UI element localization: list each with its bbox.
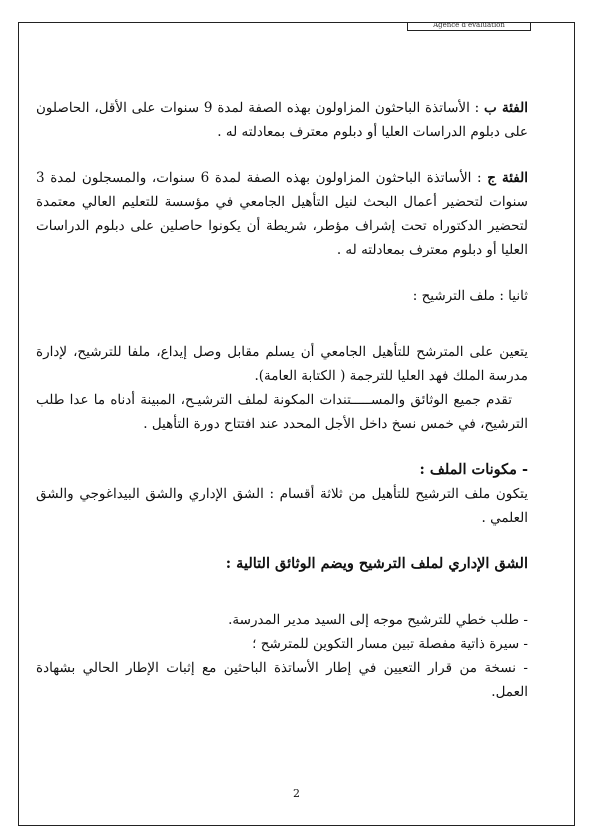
category-b-label: الفئة ب: [484, 100, 528, 116]
category-b-text: : الأساتذة الباحثون المزاولون بهذه الصفة لمدة 9 سنوات على الأقل، الحاصلون على دبلوم الدراسات العليا أو دبلوم معترف بمعادلته له .: [36, 100, 528, 140]
section-two-paragraph-2: تقدم جميع الوثائق والمســـــتندات المكونة لملف الترشيـح، المبينة أدناه ما عدا طلب الترشيح، في خمس نسخ داخل الأجل المحدد عند افتتاح دورة التأهيل .: [36, 392, 528, 432]
components-heading: - مكونات الملف :: [419, 461, 528, 478]
document-body: [36, 96, 528, 704]
section-two-paragraph-1: يتعين على المترشح للتأهيل الجامعي أن يسلم مقابل وصل إيداع، ملفا للترشيح، لإدارة مدرسة الملك فهد العليا للترجمة ( الكتابة العامة).: [36, 344, 528, 384]
header-tab: Agence d'évaluation: [407, 22, 531, 31]
list-item: - سيرة ذاتية مفصلة تبين مسار التكوين للمترشح ؛: [252, 636, 528, 652]
admin-documents-list: [36, 608, 528, 704]
category-c-text: : الأساتذة الباحثون المزاولون بهذه الصفة لمدة 6 سنوات، والمسجلون لمدة 3 سنوات لتحضير أعمال البحث لنيل التأهيل الجامعي في مؤسسة للتعليم العالي معتمدة لتحضير الدكتوراه تحت إشراف مؤطر، شريطة أن يكونوا حاصلين على دبلوم الدراسات العليا أو دبلوم معترف بمعادلته له .: [36, 170, 528, 258]
section-two-title: ثانيا : ملف الترشيح :: [412, 288, 528, 304]
category-b-paragraph: [36, 96, 528, 144]
components-text: يتكون ملف الترشيح للتأهيل من ثلاثة أقسام : الشق الإداري والشق البيداغوجي والشق العلمي .: [36, 486, 528, 526]
category-c-label: الفئة ج: [487, 170, 528, 186]
admin-section-heading: الشق الإداري لملف الترشيح ويضم الوثائق التالية :: [225, 555, 528, 572]
list-item: - طلب خطي للترشيح موجه إلى السيد مدير المدرسة.: [228, 612, 528, 628]
page-number: 2: [293, 787, 300, 800]
list-item: - نسخة من قرار التعيين في إطار الأساتذة الباحثين مع إثبات الإطار الحالي بشهادة العمل.: [36, 660, 528, 700]
category-c-paragraph: [36, 166, 528, 262]
